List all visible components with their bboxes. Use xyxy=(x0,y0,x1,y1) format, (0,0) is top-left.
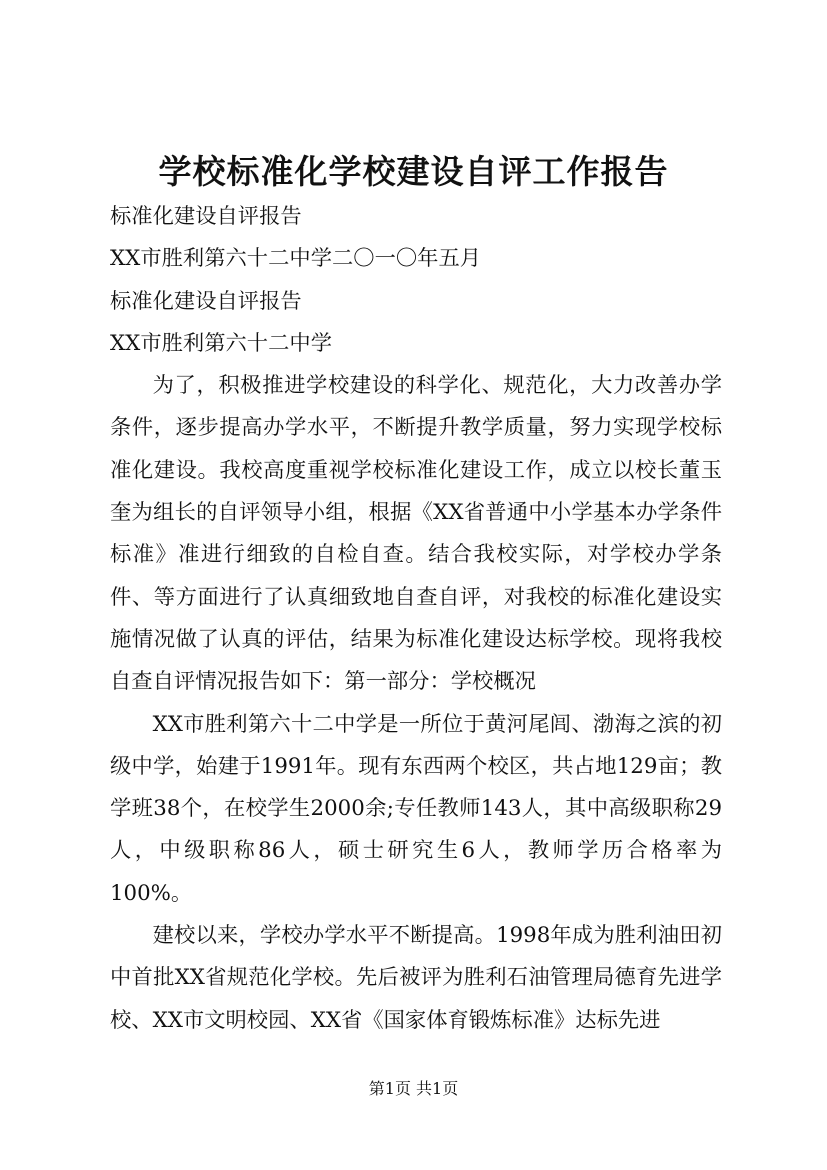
subtitle-line: 标准化建设自评报告 xyxy=(110,204,302,229)
school-name-line: XX市胜利第六十二中学 xyxy=(110,330,332,356)
subtitle-line: 标准化建设自评报告 xyxy=(110,288,302,314)
body-paragraph: 建校以来，学校办学水平不断提高。1998年成为胜利油田初中首批XX省规范化学校。先后被评为胜利石油管理局德育先进学校、XX市文明校园、XX省《国家体育锻炼标准》达标先进 xyxy=(110,923,722,1033)
page-footer: 第1页 共1页 xyxy=(368,1079,459,1098)
document-body xyxy=(110,196,722,1042)
school-date-line: XX市胜利第六十二中学二〇一〇年五月 xyxy=(110,246,482,272)
body-paragraph: XX市胜利第六十二中学是一所位于黄河尾闾、渤海之滨的初级中学，始建于1991年。现有东西两个校区，共占地129亩；教学班38个，在校学生2000余;专任教师143人，其中高级职称29人，中级职称86人，硕士研究生6人，教师学历合格率为100%。 xyxy=(110,711,722,906)
document-title: 学校标准化学校建设自评工作报告 xyxy=(158,152,669,191)
body-paragraph: 为了，积极推进学校建设的科学化、规范化，大力改善办学条件，逐步提高办学水平，不断提升教学质量，努力实现学校标准化建设。我校高度重视学校标准化建设工作，成立以校长董玉奎为组长的自评领导小组，根据《XX省普通中小学基本办学条件标准》准进行细致的自检自查。结合我校实际，对学校办学条件、等方面进行了认真细致地自查自评，对我校的标准化建设实施情况做了认真的评估，结果为标准化建设达标学校。现将我校自查自评情况报告如下：第一部分：学校概况 xyxy=(110,373,722,695)
